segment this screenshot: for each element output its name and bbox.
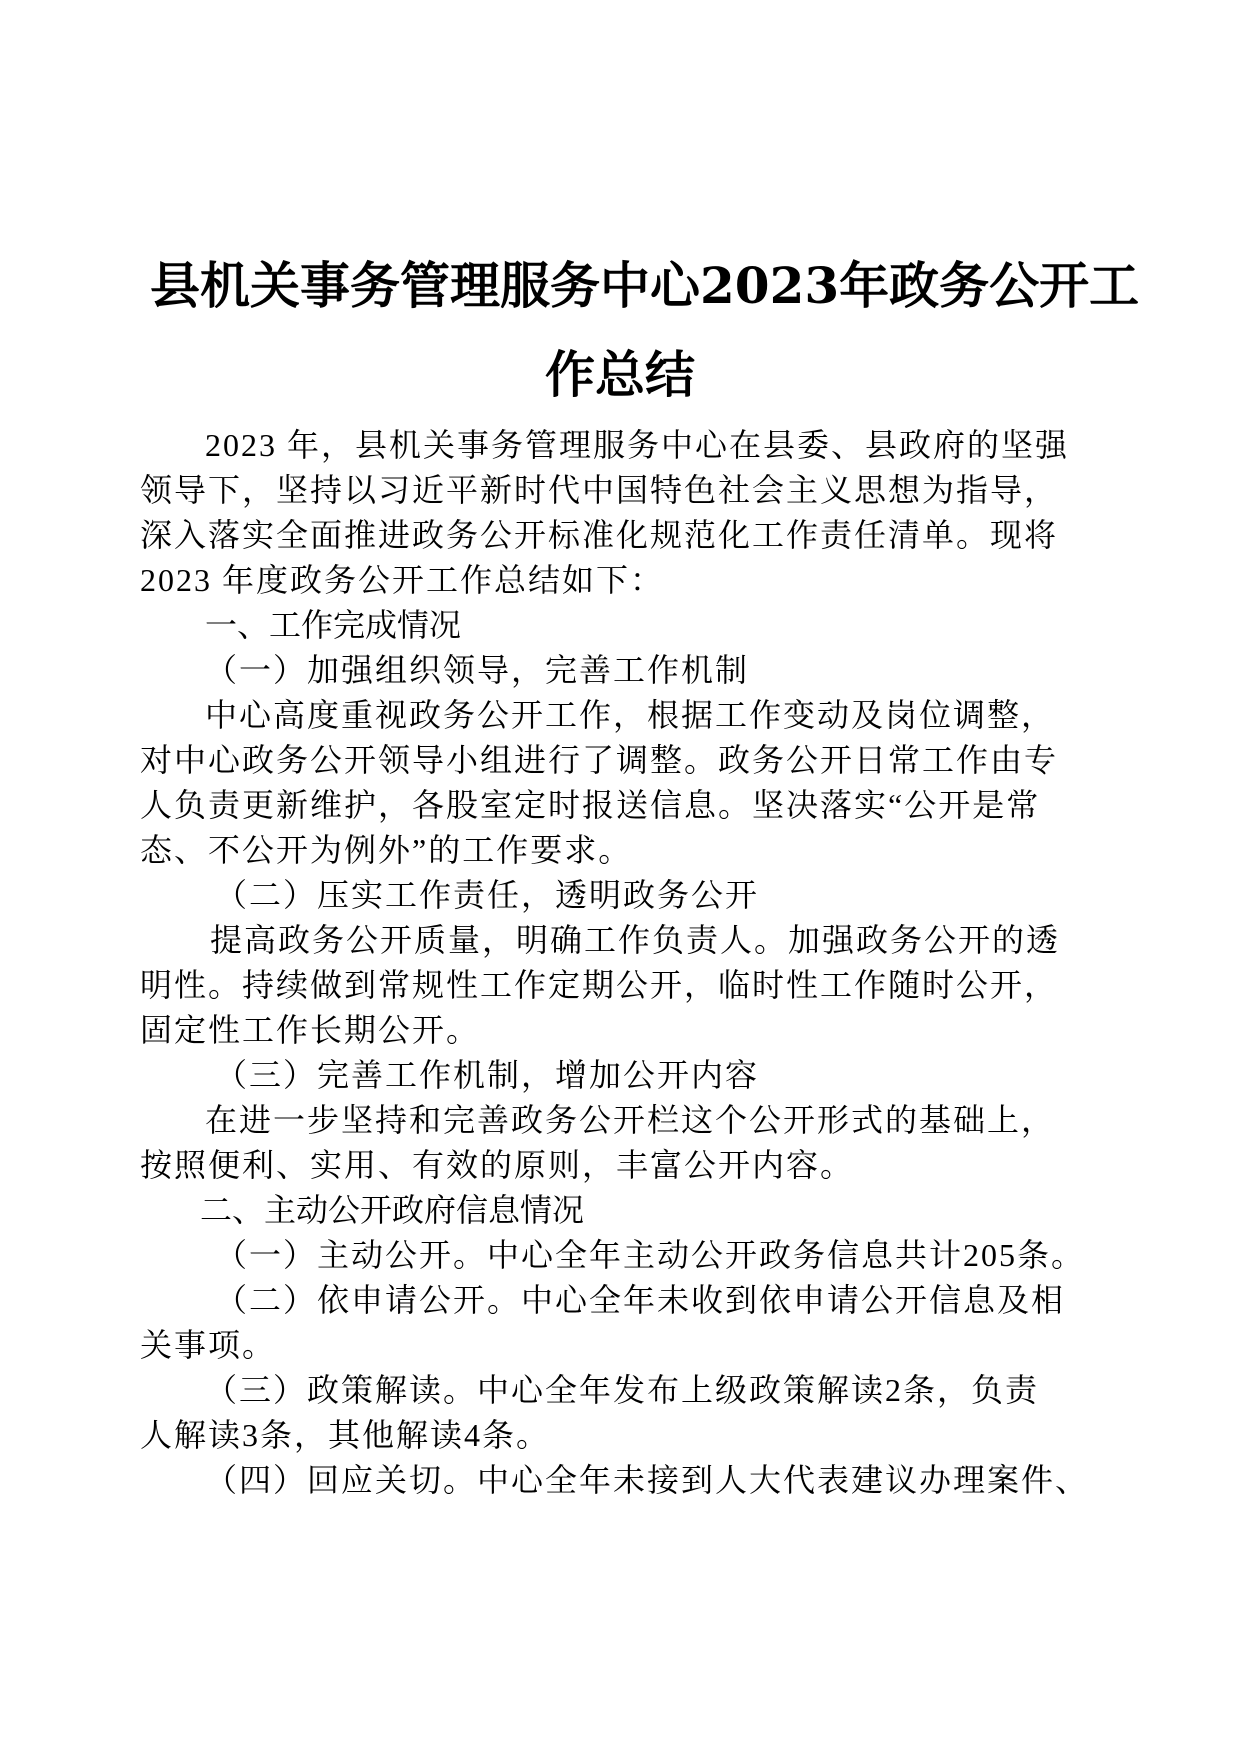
intro-line-3: 深入落实全面推进政务公开标准化规范化工作责任清单。现将 [140, 517, 1059, 553]
paragraph-line: 人负责更新维护，各股室定时报送信息。坚决落实“公开是常 [140, 787, 1041, 823]
paragraph-line: 固定性工作长期公开。 [140, 1012, 481, 1048]
document-title-line-1: 县机关事务管理服务中心2023年政务公开工 [150, 256, 1140, 315]
subheading-1-3: （三）完善工作机制，增加公开内容 [215, 1057, 760, 1093]
subheading-1-1: （一）加强组织领导，完善工作机制 [205, 652, 750, 688]
paragraph-line: 明性。持续做到常规性工作定期公开，临时性工作随时公开， [140, 967, 1059, 1003]
intro-line-4: 2023 年度政务公开工作总结如下： [140, 562, 665, 598]
item-2-4: （四）回应关切。中心全年未接到人大代表建议办理案件、 [205, 1462, 1090, 1498]
intro-line-2: 领导下，坚持以习近平新时代中国特色社会主义思想为指导， [140, 472, 1059, 508]
paragraph-line: 态、不公开为例外”的工作要求。 [140, 832, 633, 868]
item-2-1: （一）主动公开。中心全年主动公开政务信息共计205条。 [215, 1237, 1086, 1273]
document-title-line-2: 作总结 [545, 345, 695, 404]
section-heading-2: 二、主动公开政府信息情况 [200, 1191, 585, 1229]
paragraph-line: 在进一步坚持和完善政务公开栏这个公开形式的基础上， [205, 1102, 1056, 1138]
paragraph-line: 按照便利、实用、有效的原则，丰富公开内容。 [140, 1147, 855, 1183]
item-2-2: （二）依申请公开。中心全年未收到依申请公开信息及相 [215, 1282, 1066, 1318]
intro-line-1: 2023 年，县机关事务管理服务中心在县委、县政府的坚强 [205, 427, 1070, 463]
paragraph-line: 人解读3条，其他解读4条。 [140, 1417, 551, 1453]
paragraph-line: 中心高度重视政务公开工作，根据工作变动及岗位调整， [205, 697, 1056, 733]
paragraph-line: 提高政务公开质量，明确工作负责人。加强政务公开的透 [210, 922, 1061, 958]
subheading-1-2: （二）压实工作责任，透明政务公开 [215, 877, 760, 913]
section-heading-1: 一、工作完成情况 [205, 606, 462, 644]
paragraph-line: 对中心政务公开领导小组进行了调整。政务公开日常工作由专 [140, 742, 1059, 778]
paragraph-line: 关事项。 [140, 1327, 277, 1363]
item-2-3: （三）政策解读。中心全年发布上级政策解读2条，负责 [205, 1372, 1040, 1408]
